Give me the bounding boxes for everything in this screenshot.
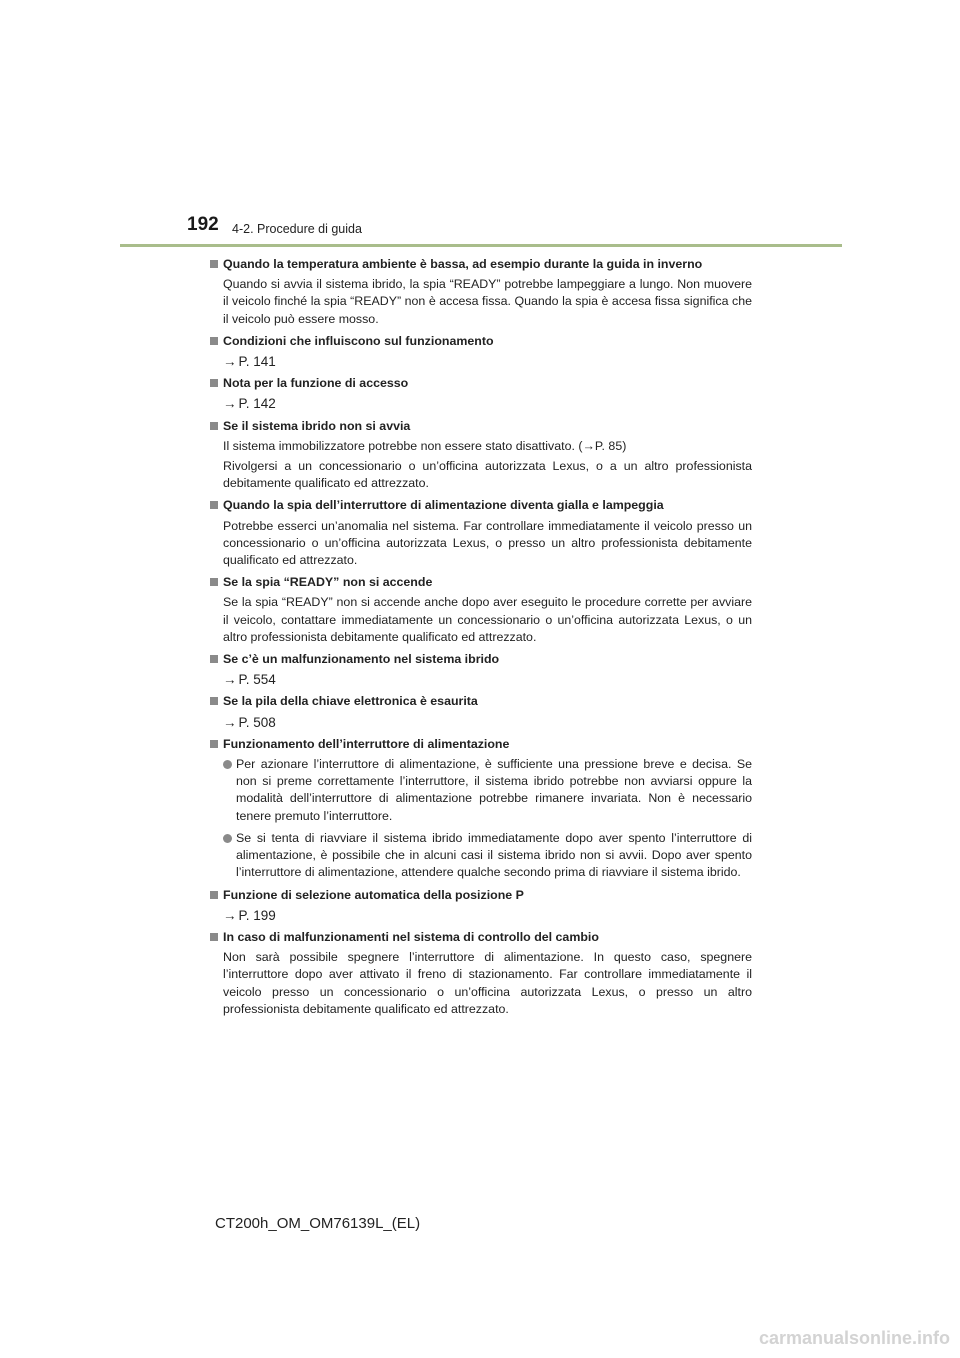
right-arrow-icon: →	[223, 907, 237, 923]
square-marker-icon	[210, 697, 218, 705]
page-reference-text: P. 142	[238, 396, 276, 412]
bullet-text: Se si tenta di riavviare il sistema ibrido immediatamente dopo aver spento l’interruttore di alimentazione, è possibile che in alcuni casi il sistema ibrido non si avvii. Dopo aver spento l’interruttore di alimentazione, attendere qualche secondo prima di riavviare il sistema ibrido.	[236, 830, 752, 880]
section-heading-text: Funzionamento dell’interruttore di alimentazione	[223, 736, 510, 751]
content-section	[210, 736, 752, 882]
square-marker-icon	[210, 578, 218, 586]
page-number: 192	[187, 214, 219, 235]
right-arrow-icon: →	[223, 714, 237, 730]
section-heading-text: Se la spia “READY” non si accende	[223, 575, 433, 590]
section-heading-text: Nota per la funzione di accesso	[223, 376, 409, 391]
circle-bullet-icon	[223, 834, 232, 843]
square-marker-icon	[210, 655, 218, 663]
section-heading	[210, 497, 752, 514]
section-heading-text: Funzione di selezione automatica della posizione P	[223, 887, 524, 902]
square-marker-icon	[210, 501, 218, 509]
right-arrow-icon: →	[223, 396, 237, 412]
right-arrow-icon: →	[223, 354, 237, 370]
square-marker-icon	[210, 891, 218, 899]
section-heading-text: Quando la temperatura ambiente è bassa, ad esempio durante la guida in inverno	[223, 257, 703, 271]
square-marker-icon	[210, 740, 218, 748]
content-section	[210, 693, 752, 730]
section-heading	[210, 736, 752, 753]
section-heading	[210, 333, 752, 350]
section-heading	[210, 929, 752, 946]
section-heading-text: Condizioni che influiscono sul funzionamento	[223, 333, 494, 348]
square-marker-icon	[210, 260, 218, 268]
watermark: carmanualsonline.info	[758, 1328, 950, 1348]
section-heading	[210, 693, 752, 710]
section-heading-text: Se c’è un malfunzionamento nel sistema ibrido	[223, 652, 500, 667]
section-heading-text: Se il sistema ibrido non si avvia	[223, 418, 411, 433]
page-reference[interactable]	[210, 395, 752, 412]
content-section	[210, 651, 752, 688]
page-reference-text: P. 554	[238, 672, 276, 688]
content-section	[210, 256, 752, 328]
page-reference-text: P. 141	[238, 354, 276, 370]
document-code: CT200h_OM_OM76139L_(EL)	[215, 1215, 421, 1232]
page-reference-text: P. 199	[238, 907, 276, 923]
content-section	[210, 333, 752, 370]
body-paragraph: Il sistema immobilizzatore potrebbe non essere stato disattivato. (→P. 85)	[223, 438, 627, 453]
body-paragraph: Rivolgersi a un concessionario o un’officina autorizzata Lexus, o a un altro professionista debitamente qualificato ed attrezzato.	[223, 459, 752, 491]
page-reference[interactable]	[210, 714, 752, 731]
content-section	[210, 375, 752, 412]
section-heading-text: Se la pila della chiave elettronica è esaurita	[223, 694, 478, 709]
square-marker-icon	[210, 337, 218, 345]
page-reference-text: P. 508	[238, 714, 276, 730]
bullet-item	[210, 756, 752, 825]
right-arrow-icon: →	[223, 672, 237, 688]
bullet-text: Per azionare l’interruttore di alimentazione, è sufficiente una pressione breve e decisa. Se non si preme correttamente l’interruttore, il sistema ibrido potrebbe non avviarsi oppure la modalità dell’interruttore di alimentazione potrebbe rimanere invariata. Non è necessario tenere premuto l’interruttore.	[236, 757, 752, 823]
section-heading	[210, 418, 752, 435]
circle-bullet-icon	[223, 760, 232, 769]
content-section	[210, 497, 752, 569]
page-reference[interactable]	[210, 353, 752, 370]
bullet-item	[210, 830, 752, 882]
section-heading	[210, 651, 752, 668]
section-heading	[210, 574, 752, 591]
square-marker-icon	[210, 933, 218, 941]
section-title: 4-2. Procedure di guida	[232, 222, 362, 236]
body-paragraph: Potrebbe esserci un’anomalia nel sistema. Far controllare immediatamente il veicolo presso un concessionario o un’officina autorizzata Lexus, o presso un altro professionista debitamente qualificato ed attrezzato.	[223, 518, 752, 568]
content-section	[210, 574, 752, 646]
page-header	[0, 0, 960, 250]
header-rule	[120, 244, 842, 247]
square-marker-icon	[210, 379, 218, 387]
page-content	[210, 256, 752, 1023]
section-heading	[210, 256, 752, 273]
section-heading	[210, 887, 752, 904]
body-paragraph: Se la spia “READY” non si accende anche dopo aver eseguito le procedure corrette per avviare il veicolo, contattare immediatamente un concessionario o un’officina autorizzata Lexus, o un altro professionista debitamente qualificato ed attrezzato.	[223, 595, 752, 644]
section-heading-text: Quando la spia dell’interruttore di alimentazione diventa gialla e lampeggia	[223, 498, 664, 513]
content-section	[210, 929, 752, 1018]
square-marker-icon	[210, 422, 218, 430]
section-heading	[210, 375, 752, 392]
page-reference[interactable]	[210, 671, 752, 688]
page-reference[interactable]	[210, 907, 752, 924]
section-heading-text: In caso di malfunzionamenti nel sistema di controllo del cambio	[223, 929, 599, 944]
content-section	[210, 887, 752, 924]
content-section	[210, 418, 752, 493]
body-paragraph: Non sarà possibile spegnere l’interruttore di alimentazione. In questo caso, spegnere l’interruttore dopo aver attivato il freno di stazionamento. Far controllare immediatamente il veicolo presso un concessionario o un’officina autorizzata Lexus, o presso un altro professionista debitamente qualificato ed attrezzato.	[223, 950, 752, 1016]
body-paragraph: Quando si avvia il sistema ibrido, la spia “READY” potrebbe lampeggiare a lungo. Non muovere il veicolo finché la spia “READY” non è accesa fissa. Quando la spia è accesa fissa significa che il veicolo può essere mosso.	[223, 277, 752, 326]
